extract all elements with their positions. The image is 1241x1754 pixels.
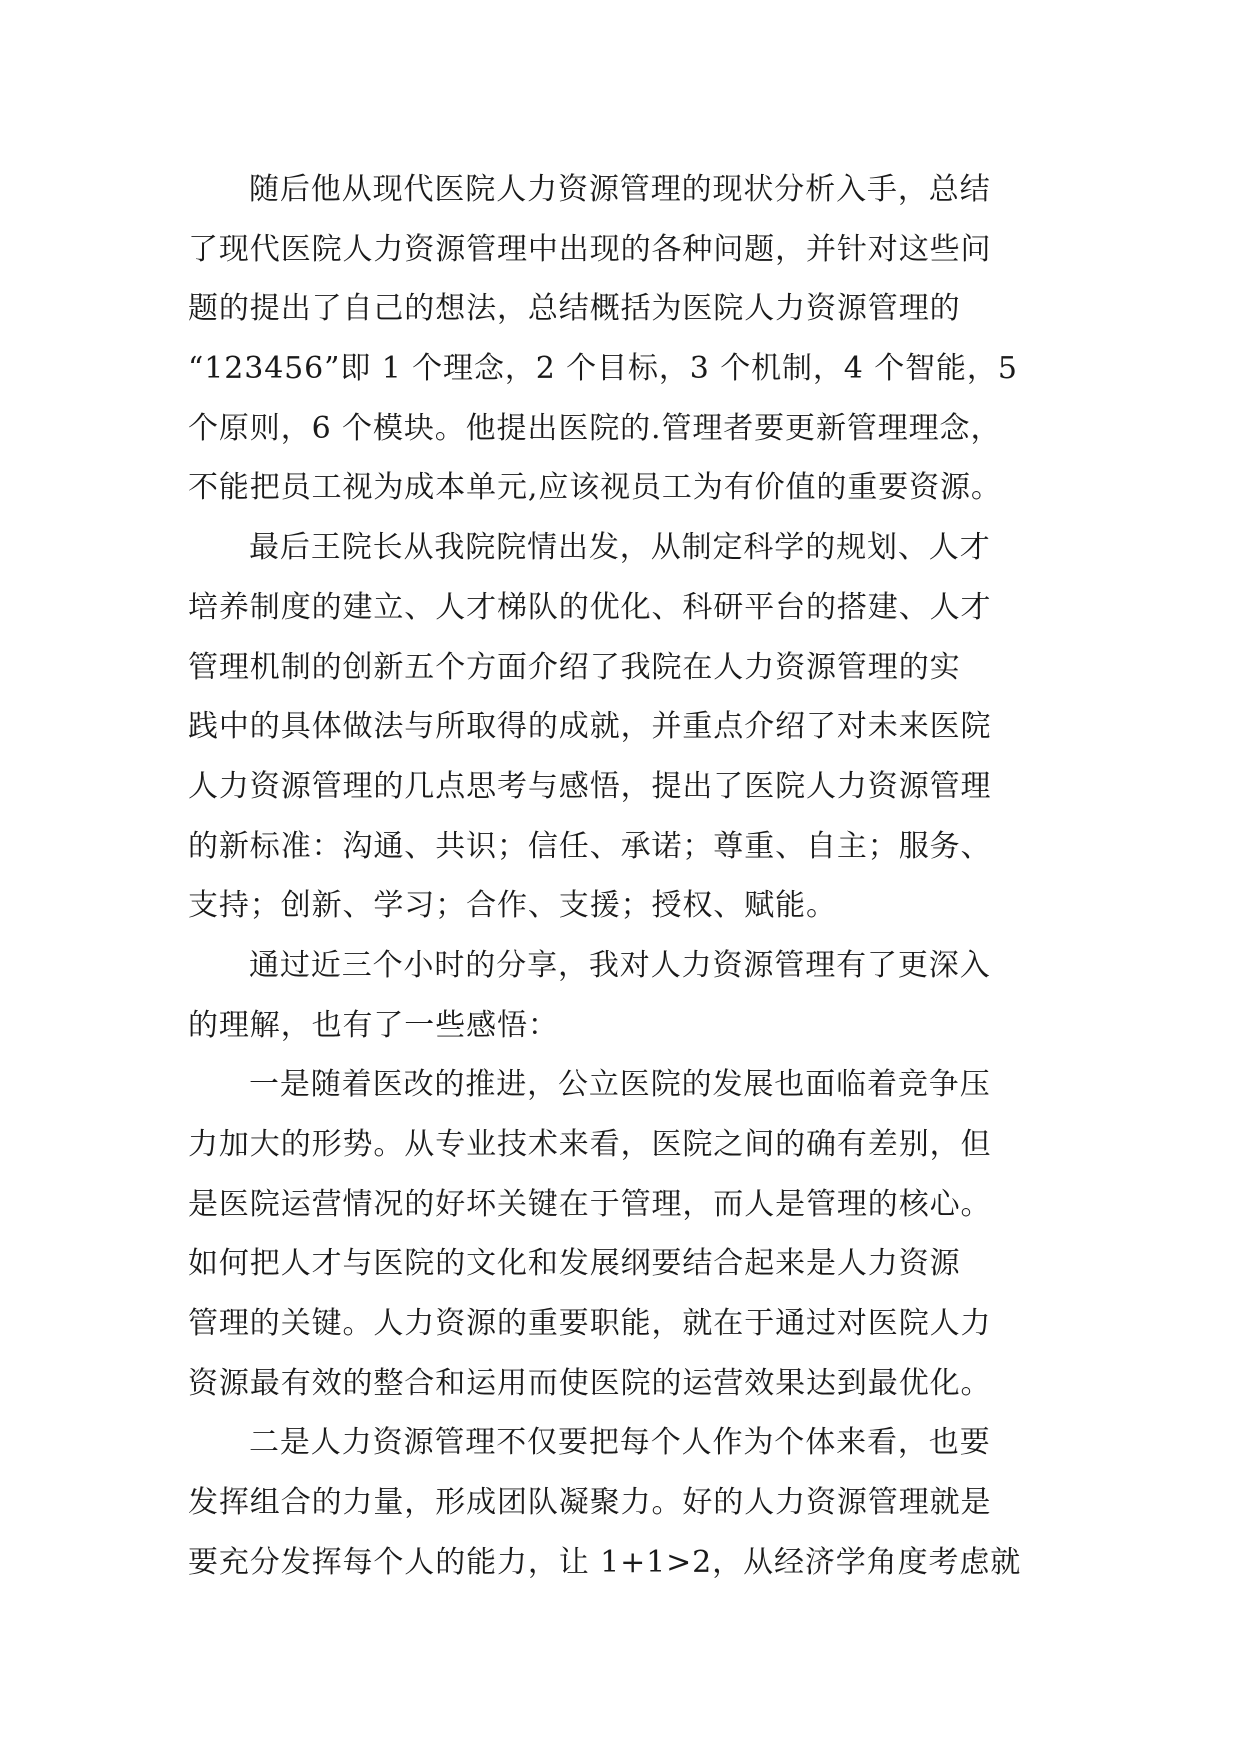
- text-line: 人力资源管理的几点思考与感悟，提出了医院人力资源管理: [188, 768, 992, 804]
- text-line: 了现代医院人力资源管理中出现的各种问题，并针对这些问: [188, 231, 992, 267]
- text-line: 管理的关键。人力资源的重要职能，就在于通过对医院人力: [188, 1306, 992, 1342]
- text-line: 通过近三个小时的分享，我对人力资源管理有了更深入: [249, 947, 991, 983]
- text-line: 如何把人才与医院的文化和发展纲要结合起来是人力资源: [188, 1246, 961, 1282]
- text-line: 支持；创新、学习；合作、支援；授权、赋能。: [188, 888, 837, 924]
- paragraph-5: [188, 1413, 1054, 1592]
- text-line: 管理机制的创新五个方面介绍了我院在人力资源管理的实: [188, 649, 961, 685]
- text-line: 培养制度的建立、人才梯队的优化、科研平台的搭建、人才: [188, 589, 992, 625]
- text-line: 二是人力资源管理不仅要把每个人作为个体来看，也要: [249, 1425, 991, 1461]
- text-line: 题的提出了自己的想法，总结概括为医院人力资源管理的: [188, 291, 961, 327]
- text-line: 一是随着医改的推进，公立医院的发展也面临着竞争压: [249, 1067, 991, 1103]
- text-line: 个原则，6 个模块。他提出医院的.管理者要更新管理理念，: [188, 410, 1002, 446]
- text-line: 要充分发挥每个人的能力，让 1+1>2，从经济学角度考虑就: [188, 1544, 1022, 1580]
- paragraph-2: [188, 518, 1054, 936]
- paragraph-1: [188, 160, 1054, 518]
- paragraph-3: [188, 936, 1054, 1055]
- text-line: 随后他从现代医院人力资源管理的现状分析入手，总结: [249, 172, 991, 207]
- text-line: 践中的具体做法与所取得的成就，并重点介绍了对未来医院: [188, 709, 992, 745]
- document-body: [188, 160, 1054, 1593]
- paragraph-4: [188, 1055, 1054, 1413]
- text-line: “123456”即 1 个理念，2 个目标，3 个机制，4 个智能，5: [188, 351, 1018, 387]
- text-line: 的新标准：沟通、共识；信任、承诺；尊重、自主；服务、: [188, 828, 992, 864]
- text-line: 力加大的形势。从专业技术来看，医院之间的确有差别，但: [188, 1127, 992, 1162]
- text-line: 最后王院长从我院院情出发，从制定科学的规划、人才: [249, 530, 991, 566]
- text-line: 发挥组合的力量，形成团队凝聚力。好的人力资源管理就是: [188, 1485, 992, 1521]
- text-line: 是医院运营情况的好坏关键在于管理，而人是管理的核心。: [188, 1186, 992, 1222]
- text-line: 的理解，也有了一些感悟：: [188, 1007, 559, 1043]
- text-line: 资源最有效的整合和运用而使医院的运营效果达到最优化。: [188, 1365, 992, 1401]
- text-line: 不能把员工视为成本单元,应该视员工为有价值的重要资源。: [188, 470, 1002, 506]
